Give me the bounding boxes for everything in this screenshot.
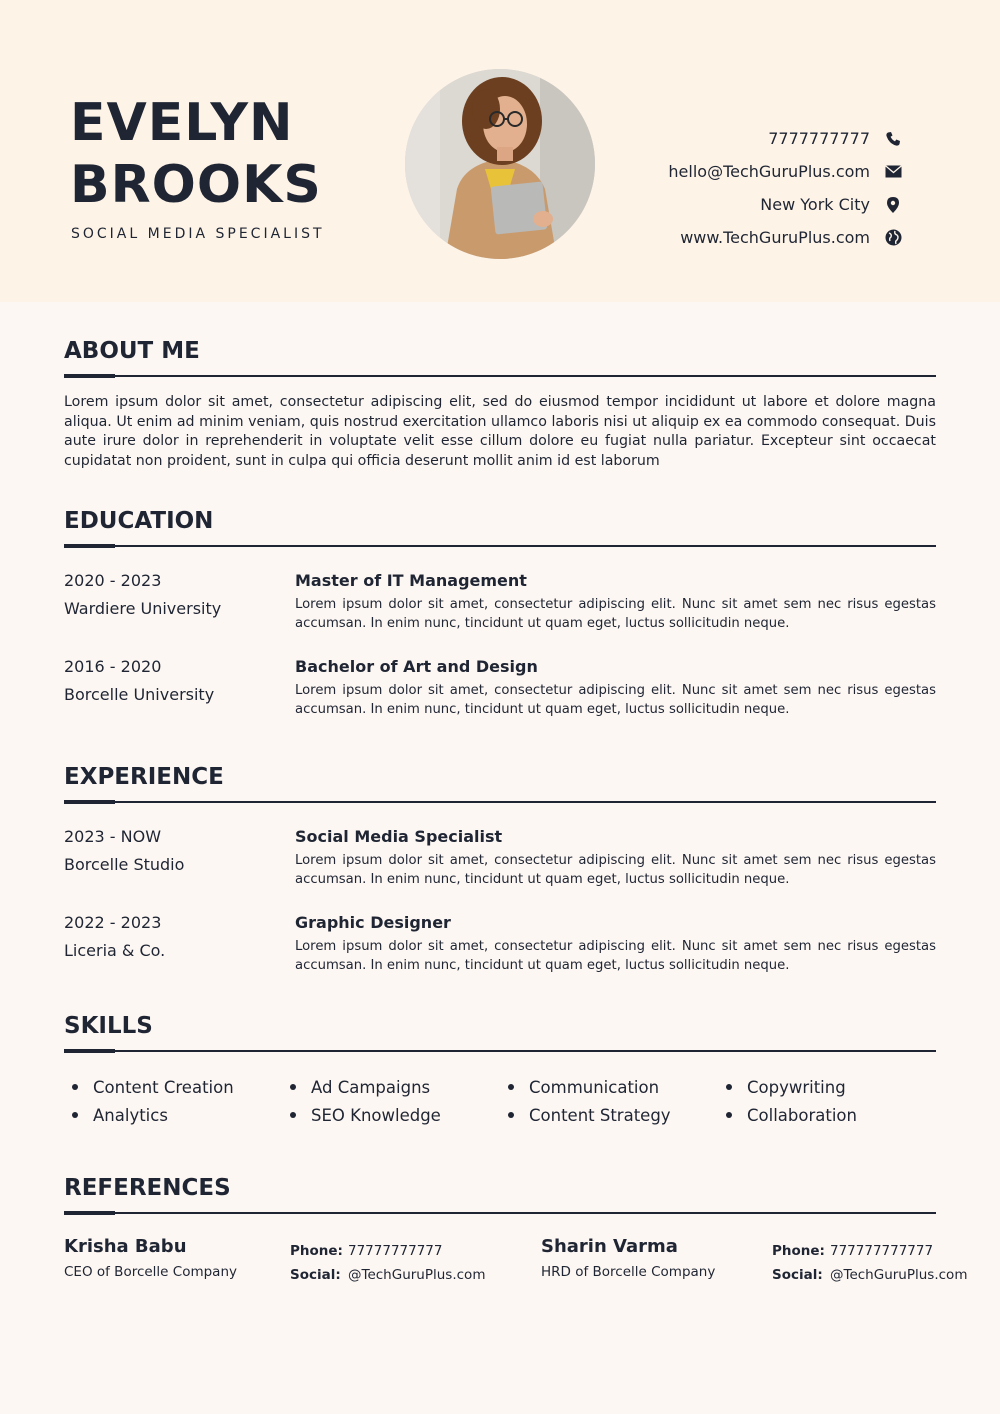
skills-column	[718, 1073, 936, 1129]
entry-period: 2016 - 2020	[64, 657, 162, 676]
about-section	[64, 336, 936, 471]
skill-item	[500, 1073, 718, 1101]
skill-item	[500, 1101, 718, 1129]
contact-phone-text: 7777777777	[768, 129, 870, 148]
skill-item	[282, 1101, 500, 1129]
reference-contact	[290, 1239, 485, 1287]
about-text: Lorem ipsum dolor sit amet, consectetur adipiscing elit, sed do eiusmod tempor incididunt ut labore et dolore magna aliqua. Ut enim ad minim veniam, quis nostrud exercitation ullamco laboris nisi ut aliquip ex ea commodo consequat. Duis aute irure dolor in reprehenderit in voluptate velit esse cillum dolore eu fugiat nulla pariatur. Excepteur sint occaecat cupidatat non proident, sunt in culpa qui officia deserunt mollit anim id est laborum	[64, 394, 936, 469]
reference-person	[541, 1235, 715, 1282]
skill-label: Copywriting	[747, 1077, 846, 1097]
entry-org: Wardiere University	[64, 599, 222, 618]
education-section	[64, 506, 936, 742]
about-heading: ABOUT ME	[64, 338, 200, 364]
contact-list	[668, 122, 902, 254]
skill-label: Collaboration	[747, 1105, 857, 1125]
reference-social: @TechGuruPlus.com	[348, 1267, 486, 1283]
skill-label: Content Strategy	[529, 1105, 671, 1125]
skills-section	[64, 1011, 936, 1129]
contact-email	[668, 155, 902, 188]
skills-list	[64, 1073, 936, 1129]
header-band	[0, 0, 1000, 302]
references-list	[64, 1235, 968, 1295]
entry-desc: Lorem ipsum dolor sit amet, consectetur adipiscing elit. Nunc sit amet sem nec risus egestas accumsan. In enim nunc, tincidunt ut quam eget, luctus sollicitudin neque.	[295, 597, 936, 631]
skill-item	[64, 1073, 282, 1101]
reference-person	[64, 1235, 237, 1282]
bullet-icon	[290, 1084, 296, 1090]
phone-label: Phone:	[772, 1243, 825, 1259]
bullet-icon	[290, 1112, 296, 1118]
contact-location	[668, 188, 902, 221]
bullet-icon	[726, 1112, 732, 1118]
social-label: Social:	[290, 1267, 341, 1283]
entry-role: Bachelor of Art and Design	[295, 657, 538, 676]
phone-icon	[884, 130, 902, 148]
bullet-icon	[726, 1084, 732, 1090]
location-icon	[884, 196, 902, 214]
social-label: Social:	[772, 1267, 823, 1283]
education-entry	[64, 656, 936, 742]
experience-entry	[64, 826, 936, 912]
skills-heading: SKILLS	[64, 1013, 153, 1039]
experience-heading: EXPERIENCE	[64, 764, 224, 790]
references-section	[64, 1173, 968, 1295]
reference-social: @TechGuruPlus.com	[830, 1267, 968, 1283]
bullet-icon	[508, 1084, 514, 1090]
bullet-icon	[508, 1112, 514, 1118]
entry-desc: Lorem ipsum dolor sit amet, consectetur adipiscing elit. Nunc sit amet sem nec risus egestas accumsan. In enim nunc, tincidunt ut quam eget, luctus sollicitudin neque.	[295, 853, 936, 887]
skill-item	[718, 1073, 936, 1101]
skill-label: Ad Campaigns	[311, 1077, 431, 1097]
reference-phone: 777777777777	[830, 1243, 934, 1259]
profile-photo	[405, 69, 595, 259]
education-entry	[64, 570, 936, 656]
bullet-icon	[72, 1084, 78, 1090]
entry-desc: Lorem ipsum dolor sit amet, consectetur adipiscing elit. Nunc sit amet sem nec risus egestas accumsan. In enim nunc, tincidunt ut quam eget, luctus sollicitudin neque.	[295, 939, 936, 973]
skill-item	[64, 1101, 282, 1129]
skill-label: Content Creation	[93, 1077, 234, 1097]
section-divider	[64, 1211, 936, 1215]
candidate-name	[70, 92, 322, 216]
globe-icon	[884, 229, 902, 247]
section-divider	[64, 374, 936, 378]
section-divider	[64, 800, 936, 804]
skills-column	[282, 1073, 500, 1129]
skill-item	[282, 1073, 500, 1101]
entry-role: Social Media Specialist	[295, 827, 503, 846]
section-divider	[64, 544, 936, 548]
bullet-icon	[72, 1112, 78, 1118]
entry-role: Master of IT Management	[295, 571, 527, 590]
entry-period: 2020 - 2023	[64, 571, 162, 590]
references-heading: REFERENCES	[64, 1175, 231, 1201]
first-name: EVELYN	[70, 93, 294, 153]
contact-website-text: www.TechGuruPlus.com	[680, 228, 870, 247]
contact-website	[668, 221, 902, 254]
contact-email-text: hello@TechGuruPlus.com	[668, 162, 870, 181]
entry-period: 2022 - 2023	[64, 913, 162, 932]
reference-position: CEO of Borcelle Company	[64, 1264, 238, 1280]
entry-org: Liceria & Co.	[64, 941, 166, 960]
experience-section	[64, 762, 936, 998]
entry-org: Borcelle Studio	[64, 855, 185, 874]
phone-label: Phone:	[290, 1243, 343, 1259]
entry-role: Graphic Designer	[295, 913, 451, 932]
reference-name: Sharin Varma	[541, 1236, 678, 1257]
email-icon	[884, 163, 902, 181]
skills-column	[500, 1073, 718, 1129]
reference-name: Krisha Babu	[64, 1236, 187, 1257]
entry-org: Borcelle University	[64, 685, 215, 704]
skill-item	[718, 1101, 936, 1129]
skill-label: Communication	[529, 1077, 660, 1097]
skills-column	[64, 1073, 282, 1129]
entry-desc: Lorem ipsum dolor sit amet, consectetur adipiscing elit. Nunc sit amet sem nec risus egestas accumsan. In enim nunc, tincidunt ut quam eget, luctus sollicitudin neque.	[295, 683, 936, 717]
entry-period: 2023 - NOW	[64, 827, 162, 846]
section-divider	[64, 1049, 936, 1053]
contact-phone	[668, 122, 902, 155]
contact-location-text: New York City	[760, 195, 870, 214]
reference-contact	[772, 1239, 967, 1287]
education-heading: EDUCATION	[64, 508, 214, 534]
job-title: SOCIAL MEDIA SPECIALIST	[71, 226, 325, 242]
skill-label: Analytics	[93, 1105, 168, 1125]
last-name: BROOKS	[70, 155, 322, 215]
skill-label: SEO Knowledge	[311, 1105, 441, 1125]
reference-phone: 77777777777	[348, 1243, 443, 1259]
experience-entry	[64, 912, 936, 998]
reference-position: HRD of Borcelle Company	[541, 1264, 716, 1280]
